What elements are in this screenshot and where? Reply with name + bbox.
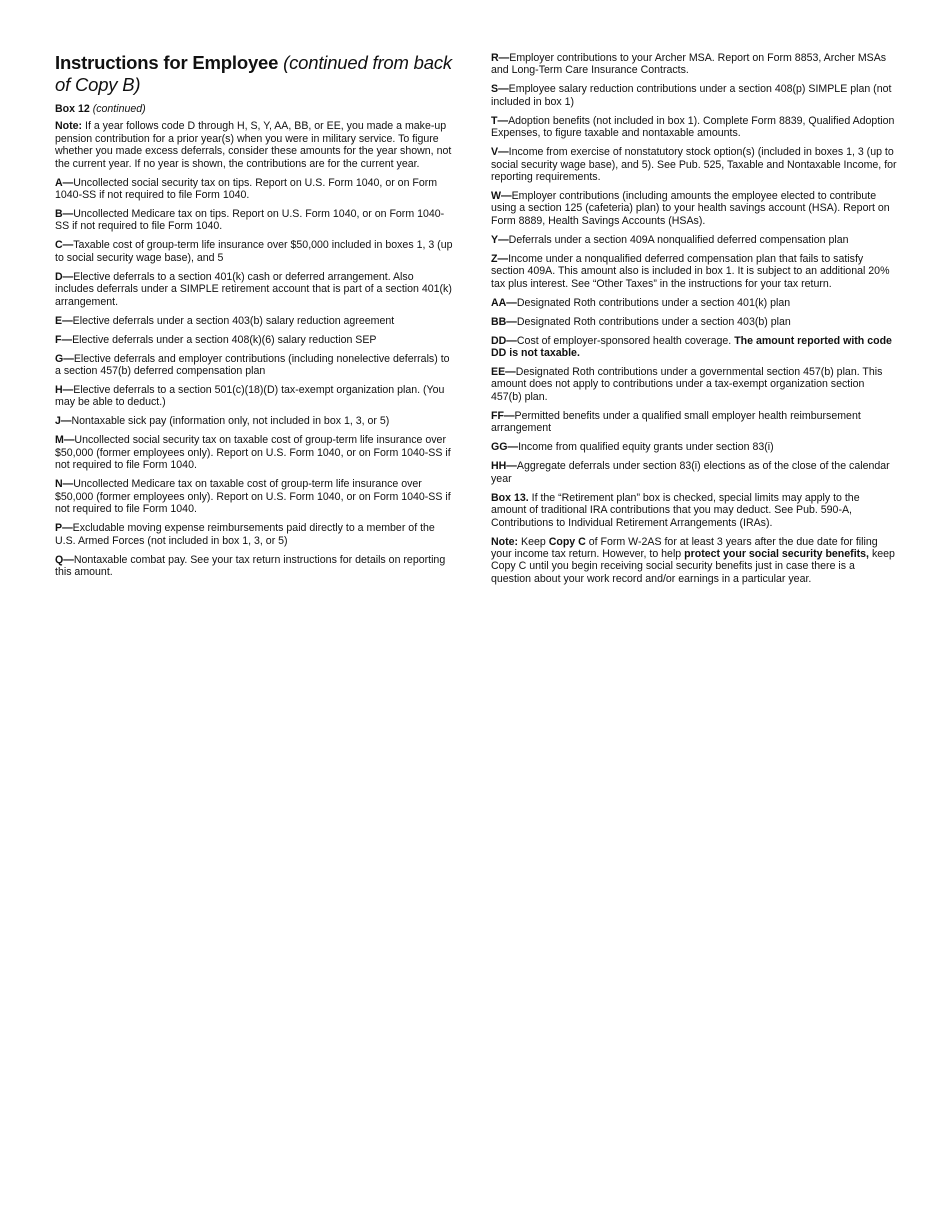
title-bold: Instructions for Employee: [55, 52, 279, 73]
code-letter: AA—: [491, 296, 517, 309]
code-letter: G—: [55, 352, 74, 365]
final-note-text: keep Copy C until you begin receiving social security benefits just in case there is a question about your work record and/or earnings in a particular year.: [491, 547, 895, 585]
code-letter: GG—: [491, 441, 519, 454]
code-item: [491, 234, 897, 246]
code-item: [55, 478, 453, 515]
code-letter: A—: [55, 176, 74, 189]
code-letter: H—: [55, 384, 74, 397]
code-description: Cost of employer-sponsored health coverage.: [516, 334, 735, 347]
code-letter: BB—: [491, 315, 517, 328]
code-description: Income from exercise of nonstatutory stock option(s) (included in boxes 1, 3 (up to social security wage base), and 5). See Pub. 525, Taxable and Nontaxable Income, for reporting requirements.: [491, 146, 897, 184]
right-column: [491, 52, 897, 592]
subheading-bold: Box 12: [55, 103, 90, 115]
left-column: [55, 52, 453, 585]
code-letter: DD—: [491, 334, 517, 347]
code-letter: FF—: [491, 409, 515, 422]
code-item: [491, 297, 897, 309]
code-item: [55, 315, 453, 327]
code-description: Taxable cost of group-term life insurance over $50,000 included in boxes 1, 3 (up to social security wage base), and 5: [55, 239, 453, 264]
code-letter: Y—: [491, 233, 509, 246]
code-description: Designated Roth contributions under a section 401(k) plan: [516, 296, 791, 309]
box12-subheading: [55, 103, 453, 115]
code-item: [55, 334, 453, 346]
code-item: [55, 208, 453, 233]
code-item: [55, 353, 453, 378]
code-letter: Q—: [55, 553, 74, 566]
code-item: [55, 415, 453, 427]
code-description: Excludable moving expense reimbursements paid directly to a member of the U.S. Armed Forces (not included in box 1, 3, or 5): [55, 522, 435, 547]
code-item: [55, 434, 453, 471]
code-item: [491, 441, 897, 453]
code-description: Income under a nonqualified deferred compensation plan that fails to satisfy section 409A. This amount also is included in box 1. It is subject to an additional 20% tax plus interest. See “Other Taxes” in the instructions for your tax return.: [491, 252, 890, 290]
code-item: [491, 316, 897, 328]
code-item: [491, 460, 897, 485]
code-bold-text: The amount reported with code DD is not taxable.: [491, 334, 892, 360]
final-note-bold: Copy C: [548, 535, 586, 548]
code-description: Designated Roth contributions under a section 403(b) plan: [516, 315, 791, 328]
code-letter: T—: [491, 114, 509, 127]
note-text: If a year follows code D through H, S, Y, AA, BB, or EE, you made a make-up pension contribution for a prior year(s) when you were in military service. To figure whether you made excess deferrals, consider these amounts for the year shown, not the current year. If no year is shown, the contributions are for the current year.: [55, 120, 452, 170]
code-description: Employer contributions (including amounts the employee elected to contribute using a section 125 (cafeteria) plan) to your health savings account (HSA). Report on Form 8889, Health Savings Accounts (HSAs).: [491, 190, 890, 227]
code-item: [55, 522, 453, 547]
code-item: [491, 115, 897, 140]
code-description: Designated Roth contributions under a governmental section 457(b) plan. This amount does not apply to contributions under a tax-exempt organization section 457(b) plan.: [491, 366, 883, 403]
code-description: Adoption benefits (not included in box 1). Complete Form 8839, Qualified Adoption Expenses, to figure taxable and nontaxable amounts.: [491, 114, 895, 140]
code-letter: F—: [55, 333, 73, 346]
code-item: [55, 384, 453, 409]
code-item: [491, 52, 897, 77]
code-letter: D—: [55, 270, 74, 283]
code-letter: S—: [491, 83, 509, 96]
code-item: [491, 335, 897, 360]
code-description: Employee salary reduction contributions under a section 408(p) SIMPLE plan (not included in box 1): [491, 83, 892, 108]
code-description: Permitted benefits under a qualified small employer health reimbursement arrangement: [491, 409, 861, 435]
code-item: [491, 410, 897, 435]
note-label: Note:: [55, 120, 83, 133]
right-code-list: [491, 52, 897, 485]
code-item: [491, 366, 897, 403]
final-note-text: Keep: [518, 535, 549, 548]
military-note: [55, 120, 453, 170]
code-description: Elective deferrals under a section 403(b) salary reduction agreement: [72, 314, 395, 327]
code-item: [491, 146, 897, 183]
code-letter: E—: [55, 314, 73, 327]
code-description: Deferrals under a section 409A nonqualified deferred compensation plan: [508, 233, 849, 246]
final-note-text: of Form W-2AS for at least 3 years after the due date for filing your income tax return. However, to help: [491, 535, 878, 560]
code-description: Elective deferrals to a section 401(k) cash or deferred arrangement. Also includes deferrals under a SIMPLE retirement account that is part of a section 401(k) arrangement.: [55, 270, 452, 308]
box13-label: Box 13.: [491, 491, 529, 504]
page-title: [55, 52, 453, 96]
code-description: Nontaxable sick pay (information only, not included in box 1, 3, or 5): [71, 415, 390, 428]
code-description: Nontaxable combat pay. See your tax return instructions for details on reporting this amount.: [55, 553, 446, 578]
copy-c-note: [491, 536, 897, 586]
code-letter: W—: [491, 190, 512, 203]
code-description: Income from qualified equity grants under section 83(i): [518, 441, 774, 454]
code-item: [491, 83, 897, 108]
code-description: Uncollected social security tax on taxable cost of group-term life insurance over $50,000 (former employees only). Report on U.S. Form 1040, or on Form 1040-SS if not required to file Form 1040.: [55, 434, 451, 472]
code-letter: EE—: [491, 366, 516, 379]
code-description: Uncollected Medicare tax on tips. Report on U.S. Form 1040, or on Form 1040-SS if not required to file Form 1040.: [55, 208, 445, 233]
code-item: [55, 239, 453, 264]
code-description: Elective deferrals to a section 501(c)(18)(D) tax-exempt organization plan. (You may be able to deduct.): [55, 384, 445, 409]
final-note-bold: protect your social security benefits,: [684, 547, 869, 560]
code-letter: V—: [491, 146, 509, 159]
code-letter: R—: [491, 52, 510, 64]
code-letter: Z—: [491, 252, 509, 265]
code-item: [55, 271, 453, 308]
code-description: Uncollected social security tax on tips. Report on U.S. Form 1040, or on Form 1040-SS if not required to file Form 1040.: [55, 176, 438, 202]
final-note-label: Note:: [491, 535, 519, 548]
left-code-list: [55, 177, 453, 579]
code-description: Employer contributions to your Archer MSA. Report on Form 8853, Archer MSAs and Long-Term Care Insurance Contracts.: [491, 52, 887, 77]
code-letter: N—: [55, 478, 74, 491]
code-letter: M—: [55, 434, 75, 447]
code-description: Uncollected Medicare tax on taxable cost of group-term life insurance over $50,000 (former employees only). Report on U.S. Form 1040, or on Form 1040-SS if not required to file Form 1040.: [55, 478, 451, 516]
code-description: Aggregate deferrals under section 83(i) elections as of the close of the calendar year: [491, 460, 890, 485]
code-description: Elective deferrals under a section 408(k)(6) salary reduction SEP: [72, 333, 377, 346]
code-item: [55, 554, 453, 579]
subheading-italic: (continued): [92, 103, 146, 115]
code-letter: P—: [55, 522, 73, 535]
code-letter: C—: [55, 239, 74, 252]
code-letter: HH—: [491, 460, 517, 473]
code-letter: B—: [55, 208, 74, 221]
code-item: [491, 190, 897, 227]
title-italic: (continued from back of Copy B): [55, 52, 452, 95]
code-item: [55, 177, 453, 202]
code-item: [491, 253, 897, 290]
box13-paragraph: [491, 492, 897, 529]
code-description: Elective deferrals and employer contributions (including nonelective deferrals) to a section 457(b) deferred compensation plan: [55, 352, 450, 378]
code-letter: J—: [55, 415, 72, 428]
box13-text: If the “Retirement plan” box is checked, special limits may apply to the amount of traditional IRA contributions that you may deduct. See Pub. 590-A, Contributions to Individual Retirement Arrangements (IRAs).: [491, 491, 860, 529]
